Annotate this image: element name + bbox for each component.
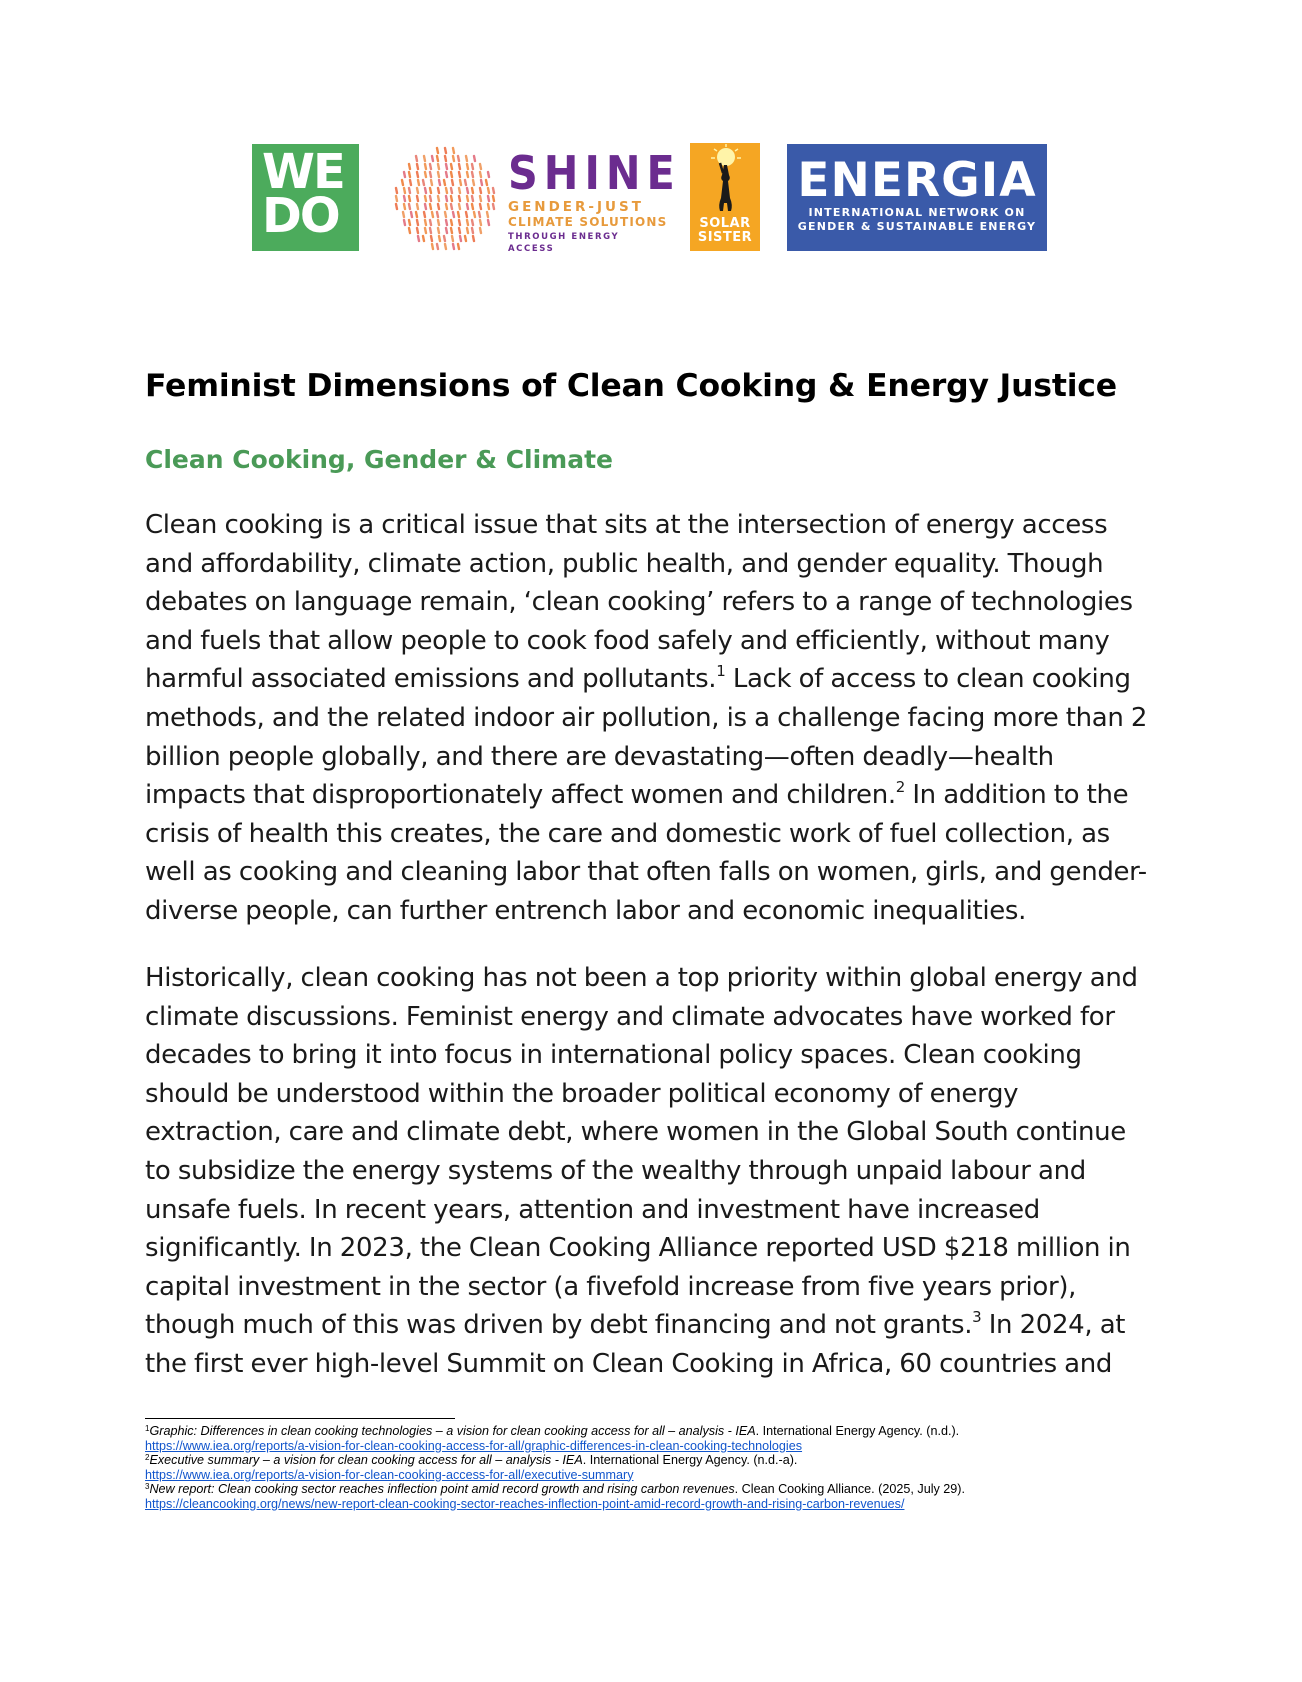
shine-sun-dot: [446, 196, 447, 201]
shine-sun-dot: [467, 228, 468, 233]
shine-sun-dot: [416, 156, 417, 161]
paragraph-2: [145, 959, 1155, 1384]
shine-sun-dot: [458, 156, 459, 161]
shine-sun-dot: [417, 204, 418, 209]
footnote-2: [145, 1453, 1245, 1482]
shine-sun-dot: [486, 180, 487, 185]
shine-sun-dot: [418, 180, 419, 185]
shine-sun-dot: [453, 148, 454, 153]
shine-sun-dot: [425, 220, 426, 225]
shine-sun-dot: [446, 220, 447, 225]
shine-sun-dot: [402, 180, 403, 185]
shine-sun-dot: [425, 164, 426, 169]
shine-sun-dot: [430, 172, 431, 177]
shine-sun-dot: [467, 172, 468, 177]
footnote-source: . Clean Cooking Alliance. (2025, July 29).: [734, 1482, 965, 1496]
shine-sun-dot: [480, 172, 481, 177]
shine-sun-dot: [451, 228, 452, 233]
shine-sun-dot: [438, 196, 439, 201]
shine-logo-title: SHINE: [508, 146, 681, 200]
shine-sun-dot: [409, 188, 410, 193]
shine-sun-dot: [409, 196, 410, 201]
shine-sun-dot: [488, 172, 489, 177]
shine-sun-dot: [493, 188, 494, 193]
shine-sun-dot: [409, 220, 410, 225]
shine-sun-dot: [480, 188, 481, 193]
shine-sun-dot: [473, 236, 474, 241]
shine-sun-dot: [493, 196, 494, 201]
shine-sun-dot: [430, 204, 431, 209]
shine-sun-dot: [404, 172, 405, 177]
shine-sun-dot: [488, 196, 489, 201]
shine-sun-dot: [438, 188, 439, 193]
shine-sun-dot: [480, 164, 481, 169]
shine-sun-dot: [472, 164, 473, 169]
shine-sun-dot: [472, 188, 473, 193]
paragraph-1-text-b: Lack of access to clean cooking methods, and the related indoor air pollution, is a challenge facing more than 2 billion people globally, and there are devastating—often deadly—health impacts that disproportionately affect women and children.: [145, 664, 1148, 811]
shine-sun-dot: [474, 156, 475, 161]
footnote-source: . International Energy Agency. (n.d.-a).: [582, 1453, 798, 1467]
shine-sun-dot: [459, 188, 460, 193]
shine-sun-dot: [460, 236, 461, 241]
shine-sun-dot: [472, 220, 473, 225]
shine-sun-dot: [431, 180, 432, 185]
shine-sun-dot: [459, 228, 460, 233]
shine-sun-dot: [409, 172, 410, 177]
shine-sun-dot: [425, 172, 426, 177]
shine-sun-dots-icon: [390, 142, 500, 252]
energia-logo: [787, 144, 1047, 251]
shine-sun-dot: [417, 172, 418, 177]
shine-sun-dot: [453, 212, 454, 217]
shine-sun-dot: [446, 228, 447, 233]
shine-sun-dot: [467, 196, 468, 201]
footnote-link[interactable]: https://cleancooking.org/news/new-report-clean-cooking-sector-reaches-inflection-point-amid-record-growth-and-rising-carbon-revenues/: [145, 1496, 905, 1511]
shine-sun-dot: [432, 212, 433, 217]
paragraph-1-text-c: In addition to the crisis of health this creates, the care and domestic work of fuel collection, as well as cooking and cleaning labor that often falls on women, girls, and gender-diverse people, can further entrench labor and economic inequalities.: [145, 780, 1147, 926]
shine-sun-dot: [446, 188, 447, 193]
shine-sun-dot: [425, 204, 426, 209]
shine-sun-dot: [425, 188, 426, 193]
shine-sun-dot: [467, 164, 468, 169]
shine-sun-dot: [417, 220, 418, 225]
section-heading: Clean Cooking, Gender & Climate: [145, 445, 614, 474]
shine-sun-dot: [430, 228, 431, 233]
shine-sun-dot: [438, 164, 439, 169]
shine-sun-dot: [409, 164, 410, 169]
shine-sun-dot: [439, 180, 440, 185]
shine-sun-dot: [451, 188, 452, 193]
shine-sun-dot: [432, 156, 433, 161]
shine-sun-dot: [417, 196, 418, 201]
shine-sun-dot: [437, 244, 438, 249]
paragraph-2-text-a: Historically, clean cooking has not been a top priority within global energy and climate discussions. Feminist energy and climate advocates have worked for decades to bring it into focus in international policy spaces. Clean cooking should be understood within the broader political economy of energy extraction, care and climate debt, where women in the Global South continue to subsidize the energy systems of the wealthy through unpaid labour and unsafe fuels. In recent years, attention and investment have increased significantly. In 2023, the Clean Cooking Alliance reported USD $218 million in capital investment in the sector (a fivefold increase from five years prior), though much of this was driven by debt financing and not grants.: [145, 963, 1138, 1341]
shine-logo: [390, 142, 681, 254]
footnote-number: 1: [145, 1424, 150, 1433]
shine-sun-dot: [473, 180, 474, 185]
shine-sun-dot: [467, 220, 468, 225]
shine-sun-dot: [430, 220, 431, 225]
shine-logo-tagline-1: GENDER-JUST: [508, 199, 644, 215]
shine-sun-dot: [425, 228, 426, 233]
shine-sun-dot: [445, 244, 446, 249]
shine-sun-dot: [417, 188, 418, 193]
shine-sun-dot: [437, 156, 438, 161]
shine-sun-dot: [403, 212, 404, 217]
shine-sun-dot: [459, 204, 460, 209]
shine-logo-tagline-3: THROUGH ENERGY ACCESS: [508, 232, 620, 254]
shine-sun-dot: [396, 196, 397, 201]
shine-sun-dot: [465, 180, 466, 185]
shine-sun-dot: [404, 188, 405, 193]
footnote-ref-1[interactable]: 1: [716, 662, 726, 681]
footnote-divider: [145, 1418, 455, 1419]
shine-sun-dot: [451, 172, 452, 177]
shine-sun-dot: [438, 204, 439, 209]
shine-sun-dot: [445, 156, 446, 161]
footnote-link[interactable]: https://www.iea.org/reports/a-vision-for-clean-cooking-access-for-all/executive-summary: [145, 1467, 634, 1482]
shine-sun-dot: [460, 180, 461, 185]
paragraph-1: [145, 506, 1155, 931]
shine-sun-dot: [459, 164, 460, 169]
shine-sun-dot: [466, 212, 467, 217]
footnote-3: [145, 1482, 1245, 1511]
shine-sun-dot: [411, 212, 412, 217]
shine-sun-dot: [409, 228, 410, 233]
partner-logos: [0, 134, 1302, 254]
shine-sun-dot: [438, 220, 439, 225]
shine-sun-dot: [480, 228, 481, 233]
shine-sun-dot: [466, 156, 467, 161]
energia-logo-subtitle-1: INTERNATIONAL NETWORK ON: [808, 206, 1026, 219]
footnote-1: [145, 1424, 1245, 1453]
solar-sister-logo-line2: SISTER: [697, 230, 753, 245]
shine-sun-dot: [453, 244, 454, 249]
shine-sun-dot: [437, 212, 438, 217]
shine-sun-dot: [465, 236, 466, 241]
shine-sun-dot: [430, 164, 431, 169]
shine-sun-dot: [423, 236, 424, 241]
shine-sun-dot: [396, 188, 397, 193]
shine-sun-dot: [458, 212, 459, 217]
shine-sun-dot: [472, 196, 473, 201]
shine-sun-dot: [424, 156, 425, 161]
shine-logo-tagline-2: CLIMATE SOLUTIONS: [508, 215, 668, 229]
shine-sun-dot: [453, 156, 454, 161]
shine-sun-dot: [488, 188, 489, 193]
shine-sun-dot: [418, 236, 419, 241]
footnote-title: Executive summary – a vision for clean cooking access for all – analysis - IEA: [149, 1453, 583, 1467]
shine-sun-dot: [451, 204, 452, 209]
shine-sun-dot: [404, 204, 405, 209]
shine-sun-dot: [423, 180, 424, 185]
shine-sun-dot: [438, 172, 439, 177]
shine-sun-dot: [480, 204, 481, 209]
energia-logo-title: ENERGIA: [797, 153, 1037, 208]
shine-sun-dot: [410, 180, 411, 185]
shine-sun-dot: [430, 196, 431, 201]
wedo-logo: [252, 144, 359, 251]
paragraph-1-text-a: Clean cooking is a critical issue that sits at the intersection of energy access and affordability, climate action, public health, and gender equality. Though debates on language remain, ‘clean cooking’ refers to a range of technologies and fuels that allow people to cook food safely and efficiently, without many harmful associated emissions and pollutants.: [145, 510, 1133, 695]
footnote-number: 2: [145, 1453, 150, 1462]
shine-sun-dot: [446, 172, 447, 177]
document-title: Feminist Dimensions of Clean Cooking & Energy Justice: [145, 368, 1117, 404]
shine-sun-dot: [451, 220, 452, 225]
shine-sun-dot: [417, 164, 418, 169]
shine-sun-dot: [396, 204, 397, 209]
shine-sun-dot: [409, 204, 410, 209]
shine-sun-dot: [437, 148, 438, 153]
shine-sun-dot: [458, 244, 459, 249]
shine-sun-dot: [487, 212, 488, 217]
shine-sun-dot: [480, 196, 481, 201]
shine-sun-dot: [488, 204, 489, 209]
footnotes: [145, 1424, 1245, 1511]
shine-sun-dot: [479, 212, 480, 217]
shine-sun-dot: [438, 228, 439, 233]
shine-sun-dot: [439, 236, 440, 241]
footnote-link[interactable]: https://www.iea.org/reports/a-vision-for-clean-cooking-access-for-all/graphic-differences-in-clean-cooking-technologies: [145, 1438, 803, 1453]
wedo-logo-line1: WE: [262, 144, 344, 200]
shine-sun-dot: [445, 148, 446, 153]
shine-sun-dot: [452, 180, 453, 185]
shine-sun-dot: [452, 236, 453, 241]
shine-sun-dot: [432, 244, 433, 249]
shine-sun-dot: [474, 212, 475, 217]
wedo-logo-line2: DO: [262, 188, 339, 244]
shine-sun-dot: [446, 164, 447, 169]
shine-sun-dot: [404, 220, 405, 225]
shine-sun-dot: [430, 188, 431, 193]
shine-sun-dot: [472, 204, 473, 209]
solar-sister-logo-line1: SOLAR: [699, 216, 751, 231]
footnote-title: New report: Clean cooking sector reaches inflection point amid record growth and rising carbon revenues: [149, 1482, 735, 1496]
shine-sun-dot: [493, 204, 494, 209]
shine-sun-dot: [472, 172, 473, 177]
shine-sun-dot: [444, 236, 445, 241]
shine-sun-dot: [445, 212, 446, 217]
shine-sun-dot: [459, 220, 460, 225]
shine-sun-dot: [488, 220, 489, 225]
footnote-number: 3: [145, 1482, 150, 1491]
paragraph-2-text-b: In 2024, at the first ever high-level Summit on Clean Cooking in Africa, 60 countries and: [145, 1310, 1126, 1379]
shine-sun-dot: [404, 196, 405, 201]
shine-sun-dot: [417, 228, 418, 233]
shine-sun-dot: [459, 172, 460, 177]
shine-sun-dot: [444, 180, 445, 185]
footnote-ref-2[interactable]: 2: [895, 778, 905, 797]
solar-sister-logo: [690, 143, 760, 251]
shine-sun-dot: [451, 196, 452, 201]
shine-sun-dot: [416, 212, 417, 217]
footnote-source: . International Energy Agency. (n.d.).: [755, 1424, 960, 1438]
energia-logo-subtitle-2: GENDER & SUSTAINABLE ENERGY: [797, 220, 1037, 233]
shine-sun-dot: [467, 204, 468, 209]
shine-sun-dot: [459, 196, 460, 201]
shine-sun-dot: [424, 212, 425, 217]
shine-sun-dot: [467, 188, 468, 193]
shine-sun-dot: [446, 204, 447, 209]
shine-sun-dot: [431, 236, 432, 241]
footnote-title: Graphic: Differences in clean cooking technologies – a vision for clean cooking access for all – analysis - IEA: [149, 1424, 756, 1438]
shine-sun-dot: [425, 196, 426, 201]
shine-sun-dot: [472, 228, 473, 233]
shine-sun-dot: [480, 220, 481, 225]
shine-sun-dot: [451, 164, 452, 169]
footnote-ref-3[interactable]: 3: [972, 1308, 982, 1327]
shine-sun-dot: [481, 180, 482, 185]
